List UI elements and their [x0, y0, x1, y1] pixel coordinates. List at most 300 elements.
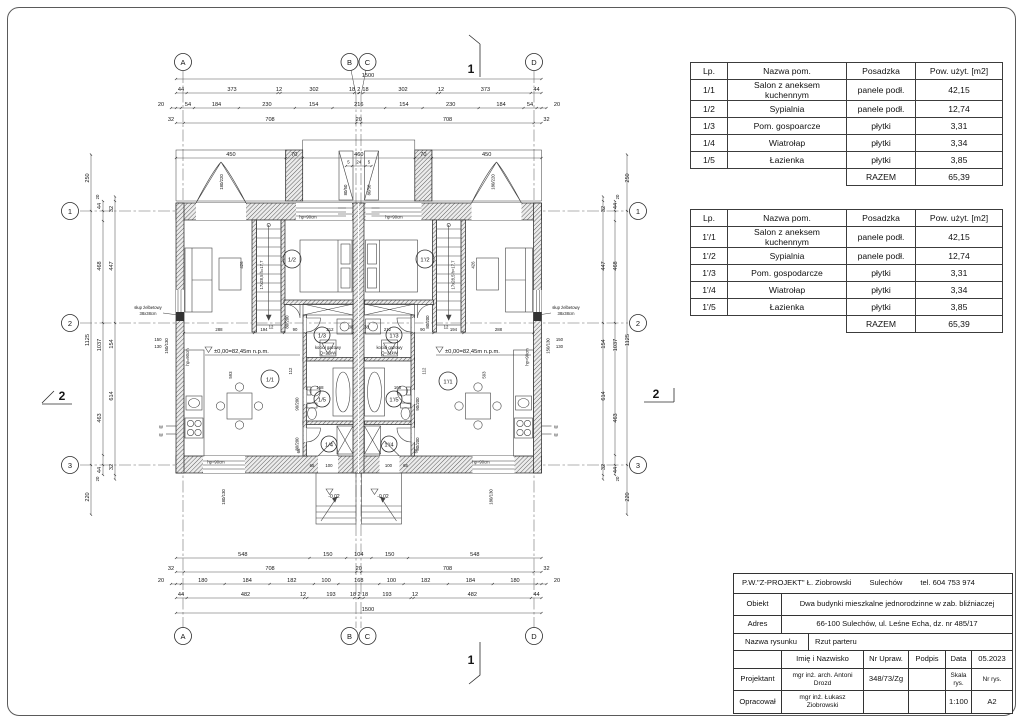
svg-text:130: 130: [555, 344, 564, 349]
col-data: Data: [946, 651, 972, 668]
col-podpis: Podpis: [909, 651, 946, 668]
dimension-value: 54: [526, 102, 534, 108]
dimension-value: 193: [326, 592, 336, 598]
dimension-value: 468: [97, 261, 103, 271]
dimension-value: 44: [613, 202, 619, 210]
svg-text:A: A: [180, 631, 186, 641]
dimension-value: 154: [309, 102, 319, 108]
terrace-doors: [196, 159, 522, 203]
table-header-cell: Lp.: [691, 210, 728, 227]
dimension-value: 70: [291, 152, 298, 158]
section-2-right: 2: [652, 387, 660, 401]
dimension-value: 18: [362, 87, 369, 93]
dimension-value: 216: [354, 102, 364, 108]
dimension-value: 468: [613, 261, 619, 271]
table-header-cell: Pow. użyt. [m2]: [916, 63, 1003, 80]
dimension-value: 708: [442, 566, 453, 572]
projektant-name: mgr inż. arch. Antoni Drozd: [782, 669, 864, 690]
table-row-cell: 12,74: [916, 101, 1003, 118]
company-tel: tel. 604 753 974: [920, 578, 975, 588]
dimension-value: 184: [211, 102, 222, 108]
dimension-value: 20: [95, 476, 100, 482]
table-row-cell: płytki: [847, 282, 916, 299]
svg-text:2: 2: [67, 318, 73, 328]
dimension-value: 12: [299, 592, 307, 598]
dimension-value: 20: [553, 102, 561, 108]
svg-text:80/200: 80/200: [425, 315, 430, 329]
dimension-value: 44: [613, 466, 619, 474]
table-row-cell: 42,15: [916, 227, 1003, 248]
dimension-value: 450: [226, 152, 236, 158]
svg-text:112: 112: [421, 367, 427, 375]
dim-chain: [95, 194, 100, 481]
svg-text:2: 2: [635, 318, 641, 328]
dimension-value: 32: [167, 566, 175, 572]
dimension-value: 154: [109, 339, 115, 349]
dimension-value: 100: [386, 578, 397, 584]
dimension-value: 2: [357, 592, 361, 598]
svg-text:150: 150: [154, 337, 162, 342]
table-row-cell: Salon z aneksem kuchennym: [728, 80, 847, 101]
dimension-value: 614: [109, 391, 115, 401]
svg-text:168: 168: [393, 385, 402, 390]
svg-text:17x28,5 h=17,7: 17x28,5 h=17,7: [450, 260, 456, 290]
dimension-value: 44: [177, 87, 185, 93]
table-row-cell: 1'/4: [691, 282, 728, 299]
dim-chain: [178, 87, 540, 93]
table-row-cell: 3,34: [916, 282, 1003, 299]
opracowal-name: mgr inż. Łukasz Ziobrowski: [782, 691, 864, 713]
dimension-value: 250: [625, 173, 631, 183]
dimension-value: 20: [355, 117, 362, 123]
dimension-value: 54: [184, 102, 192, 108]
svg-text:-0,02: -0,02: [377, 494, 389, 500]
table-row-cell: 1'/3: [691, 265, 728, 282]
dimension-value: 548: [238, 552, 248, 558]
table-total-cell: [728, 316, 847, 333]
dimension-value: 463: [97, 413, 103, 423]
table-row-cell: panele podł.: [847, 227, 916, 248]
table-row-cell: Sypialnia: [728, 248, 847, 265]
svg-text:3: 3: [635, 460, 641, 470]
svg-text:1: 1: [67, 206, 73, 216]
dimension-value: 182: [421, 578, 431, 584]
dim-chain: [238, 552, 479, 558]
dimension-value: 20: [615, 194, 620, 200]
dimension-value: 32: [167, 117, 175, 123]
dimension-value: 18: [361, 592, 369, 598]
dimension-value: 5: [367, 159, 371, 165]
dim-chain: [601, 206, 607, 470]
svg-text:hp=90cm: hp=90cm: [524, 348, 530, 366]
table-row-cell: płytki: [847, 265, 916, 282]
table-row-cell: 3,85: [916, 152, 1003, 169]
dimension-value: 12: [437, 87, 445, 93]
dimension-value: 482: [240, 592, 251, 598]
table-row-cell: 3,85: [916, 299, 1003, 316]
table-row-cell: panele podł.: [847, 80, 916, 101]
room-label: 1/2: [287, 257, 297, 264]
dimension-value: 44: [533, 592, 540, 598]
svg-text:130: 130: [154, 344, 162, 349]
svg-text:80/200: 80/200: [415, 437, 420, 451]
drawing-name-label: Nazwa rysunku: [734, 634, 809, 650]
company-name: P.W."Z-PROJEKT" Ł. Ziobrowski: [742, 578, 852, 588]
dim-chain: [97, 203, 103, 473]
col-upraw: Nr Upraw.: [864, 651, 909, 668]
svg-text:90/200: 90/200: [294, 397, 300, 411]
dimension-value: 463: [613, 413, 619, 423]
data-value: 05.2023: [978, 654, 1006, 664]
roof-outline: [176, 140, 542, 201]
dimension-value: 24: [356, 159, 362, 165]
room-table-unit-2: [690, 209, 1003, 333]
svg-text:hp=90cm: hp=90cm: [185, 348, 190, 366]
projektant-upraw: 348/73/Zg: [864, 669, 909, 690]
dim-chain: [615, 194, 620, 481]
adres-value: 66-100 Sulechów, ul. Leśne Echa, dz. nr 485/17: [816, 619, 978, 629]
svg-text:112: 112: [288, 367, 293, 375]
company-city: Sulechów: [869, 578, 903, 588]
dimension-value: 12: [268, 324, 274, 330]
dimension-value: 20: [157, 102, 165, 108]
dimension-value: 44: [97, 466, 103, 474]
dimension-value: 12: [443, 324, 449, 330]
dim-chain: [109, 206, 115, 470]
dimension-value: 548: [470, 552, 480, 558]
table-row-cell: Łazienka: [728, 299, 847, 316]
svg-text:150/130: 150/130: [545, 338, 551, 354]
table-total-cell: RAZEM: [847, 169, 916, 186]
dimension-value: 450: [482, 152, 492, 158]
dimension-value: 708: [265, 566, 275, 572]
level-mark: ±0,00=82,45m n.p.m.: [445, 349, 500, 355]
table-row-cell: płytki: [847, 152, 916, 169]
dimension-value: 230: [262, 102, 272, 108]
dim-chain: [158, 578, 560, 584]
dimension-value: 1037: [97, 338, 103, 352]
room-label: 1/5: [317, 397, 327, 404]
dimension-value: 150: [385, 552, 395, 558]
table-header-cell: Pow. użyt. [m2]: [916, 210, 1003, 227]
svg-text:80/50: 80/50: [366, 184, 372, 196]
svg-text:D: D: [531, 631, 537, 641]
opracowal-upraw-empty: [864, 691, 909, 713]
svg-text:hp=90cm: hp=90cm: [385, 214, 403, 220]
dim-chain: [85, 173, 91, 501]
dimension-value: 182: [287, 578, 297, 584]
svg-text:426: 426: [470, 261, 476, 269]
svg-text:593: 593: [481, 371, 487, 379]
dimension-value: 180: [198, 578, 208, 584]
svg-text:150/130: 150/130: [164, 338, 169, 354]
table-header-cell: Nazwa pom.: [728, 63, 847, 80]
dimension-value: 447: [109, 261, 115, 271]
svg-text:17x28,5 h=17,7: 17x28,5 h=17,7: [259, 260, 264, 290]
room-label: 1/4: [324, 442, 334, 449]
table-row-cell: Wiatrołap: [728, 135, 847, 152]
dimension-value: 12: [275, 87, 283, 93]
svg-text:A: A: [180, 57, 186, 67]
projektant-label: Projektant: [734, 669, 782, 690]
dim-chain: [158, 102, 560, 108]
dimension-value: 32: [109, 205, 115, 213]
level-mark: ±0,00=82,45m n.p.m.: [214, 349, 269, 355]
table-total-cell: [691, 169, 728, 186]
table-header-cell: Posadzka: [847, 63, 916, 80]
svg-text:C: C: [364, 57, 371, 67]
dimension-value: 250: [85, 173, 91, 183]
dimension-value: 20: [157, 578, 165, 584]
svg-text:180/220: 180/220: [219, 174, 224, 190]
table-row-cell: 1'/5: [691, 299, 728, 316]
vent-label: W: [554, 424, 558, 430]
svg-text:hp=90cm: hp=90cm: [472, 459, 490, 465]
svg-text:426: 426: [239, 261, 244, 269]
dimension-value: 168: [354, 578, 364, 584]
dimension-value: 193: [382, 592, 392, 598]
svg-text:Q=21kW: Q=21kW: [381, 350, 398, 356]
dimension-value: 90: [420, 327, 425, 332]
dimension-value: 20: [95, 194, 100, 200]
exterior-walls: [176, 159, 542, 473]
podpis-empty-2: [909, 691, 946, 713]
room-label: 1/1: [265, 377, 275, 384]
svg-text:Q=21kW: Q=21kW: [319, 350, 337, 356]
svg-text:168: 168: [316, 385, 324, 390]
dimension-value: 20: [355, 566, 362, 572]
table-total-cell: RAZEM: [847, 316, 916, 333]
svg-text:słup żelbetowy: słup żelbetowy: [552, 305, 580, 310]
dimension-value: 44: [533, 87, 540, 93]
dimension-value: 38: [348, 324, 354, 330]
svg-text:66: 66: [296, 448, 301, 454]
svg-text:38x38cm: 38x38cm: [557, 311, 575, 316]
svg-text:180/130: 180/130: [488, 489, 494, 505]
opracowal-label: Opracował: [734, 691, 782, 713]
dimension-value: 12: [411, 592, 419, 598]
dimension-value: 18: [348, 87, 356, 93]
dimension-value: 373: [480, 87, 491, 93]
adres-label: Adres: [734, 616, 782, 633]
dimension-value: 32: [601, 463, 607, 471]
svg-text:180/220: 180/220: [490, 174, 496, 190]
table-header-cell: Lp.: [691, 63, 728, 80]
svg-text:C: C: [364, 631, 371, 641]
svg-text:100: 100: [384, 463, 393, 468]
dimension-value: 32: [543, 117, 550, 123]
dimension-value: 184: [465, 578, 476, 584]
svg-text:kocioł gazowy: kocioł gazowy: [314, 345, 342, 350]
dimension-value: 288: [215, 327, 223, 332]
svg-text:65: 65: [309, 463, 315, 468]
room-label: 1'/5: [389, 397, 399, 404]
dimension-value: 70: [420, 152, 427, 158]
dim-chain: [226, 152, 491, 158]
svg-text:38x38cm: 38x38cm: [139, 311, 157, 316]
dimension-value: 194: [449, 327, 458, 332]
table-row-cell: 1/2: [691, 101, 728, 118]
svg-text:B: B: [346, 631, 353, 641]
table-row-cell: panele podł.: [847, 101, 916, 118]
table-row-cell: Sypialnia: [728, 101, 847, 118]
table-row-cell: 3,31: [916, 265, 1003, 282]
svg-text:słup żelbetowy: słup żelbetowy: [134, 305, 162, 310]
dimension-value: 20: [615, 476, 620, 482]
dimension-value: 288: [494, 327, 503, 332]
table-row-cell: 1/3: [691, 118, 728, 135]
dimension-value: 220: [85, 492, 91, 502]
room-label: 1'/3: [389, 333, 399, 340]
title-block: [733, 573, 1013, 714]
svg-text:B: B: [346, 57, 353, 67]
table-row-cell: Łazienka: [728, 152, 847, 169]
svg-text:80/50: 80/50: [343, 184, 348, 196]
section-1-top: 1: [467, 62, 475, 76]
dimension-value: 194: [260, 327, 268, 332]
skala-value: 1:100: [946, 691, 972, 713]
table-header-cell: Nazwa pom.: [728, 210, 847, 227]
drawing-name-value: Rzut parteru: [815, 636, 857, 646]
svg-text:593: 593: [228, 371, 233, 379]
dimension-value: 32: [543, 566, 550, 572]
podpis-empty: [909, 669, 946, 690]
dim-chain: [178, 592, 540, 598]
nr-value: A2: [987, 696, 997, 706]
table-row-cell: panele podł.: [847, 248, 916, 265]
obiekt-label: Obiekt: [734, 594, 782, 615]
svg-text:3: 3: [67, 460, 73, 470]
svg-text:kocioł gazowy: kocioł gazowy: [376, 345, 403, 350]
dimension-value: 44: [177, 592, 185, 598]
table-row-cell: 1/5: [691, 152, 728, 169]
dim-chain: [347, 160, 371, 165]
table-row-cell: 1'/2: [691, 248, 728, 265]
dimension-value: 447: [601, 261, 607, 271]
table-row-cell: 12,74: [916, 248, 1003, 265]
dimension-value: 20: [553, 578, 561, 584]
vent-label: W: [159, 424, 163, 430]
table-row-cell: Salon z aneksem kuchennym: [728, 227, 847, 248]
table-row-cell: Pom. gospoarcze: [728, 118, 847, 135]
dimension-value: 18: [349, 592, 357, 598]
table-row-cell: 3,31: [916, 118, 1003, 135]
table-total-cell: 65,39: [916, 169, 1003, 186]
dimension-value: 220: [625, 492, 631, 502]
dim-chain: [625, 173, 631, 501]
dimension-value: 90: [292, 327, 298, 332]
dimension-value: 1125: [85, 333, 91, 347]
room-label: 1/3: [317, 333, 327, 340]
vent-label: W: [554, 432, 558, 438]
svg-text:hp=90cm: hp=90cm: [299, 214, 317, 220]
dimension-value: 154: [601, 339, 607, 349]
dim-chain: [168, 566, 550, 572]
dimension-value: 184: [496, 102, 506, 108]
vent-label: W: [159, 432, 163, 438]
dimension-value: 482: [467, 592, 477, 598]
dimension-value: 38: [364, 324, 369, 330]
dimension-value: 100: [321, 578, 331, 584]
table-row-cell: 1/4: [691, 135, 728, 152]
dimension-value: 1125: [625, 333, 631, 347]
svg-text:80/200: 80/200: [294, 437, 300, 451]
svg-text:D: D: [531, 57, 537, 67]
table-total-cell: 65,39: [916, 316, 1003, 333]
dimension-value: 184: [242, 578, 252, 584]
svg-text:100: 100: [325, 463, 333, 468]
nr-label: Nr rys.: [982, 675, 1002, 683]
col-name: Imię i Nazwisko: [782, 651, 864, 668]
svg-text:65: 65: [403, 463, 408, 468]
svg-text:hp=90cm: hp=90cm: [207, 459, 225, 465]
dimension-value: 154: [399, 102, 409, 108]
svg-text:66: 66: [413, 448, 419, 454]
dimension-value: 5: [347, 159, 350, 165]
table-row-cell: 3,34: [916, 135, 1003, 152]
table-row-cell: Wiatrołap: [728, 282, 847, 299]
section-1-bottom: 1: [467, 653, 475, 667]
table-row-cell: płytki: [847, 135, 916, 152]
obiekt-value: Dwa budynki mieszkalne jednorodzinne w zab. bliźniaczej: [799, 599, 995, 609]
svg-text:180/130: 180/130: [221, 489, 226, 505]
dimension-value: 614: [601, 391, 607, 401]
dim-chain: [613, 203, 619, 473]
dimension-value: 150: [323, 552, 333, 558]
dim-chain: [168, 117, 550, 123]
room-label: 1'/1: [443, 379, 453, 386]
dim-total-top: 1500: [361, 73, 375, 79]
table-total-cell: [728, 169, 847, 186]
dimension-value: 302: [398, 87, 408, 93]
dimension-value: 460: [354, 152, 364, 158]
dimension-value: 212: [383, 327, 392, 332]
room-label: 1'/2: [420, 257, 430, 264]
table-row-cell: Pom. gospodarcze: [728, 265, 847, 282]
skala-label: Skala rys.: [946, 669, 972, 690]
table-row-cell: 1/1: [691, 80, 728, 101]
table-row-cell: płytki: [847, 299, 916, 316]
dimension-value: 708: [442, 117, 453, 123]
dimension-value: 32: [109, 463, 115, 471]
dim-total-bottom: 1500: [361, 607, 375, 613]
svg-text:-0,02: -0,02: [328, 494, 340, 500]
dimension-value: 2: [357, 87, 361, 93]
dimension-value: 1037: [613, 338, 619, 352]
svg-text:150: 150: [555, 337, 564, 342]
dimension-value: 230: [446, 102, 456, 108]
dimension-value: 212: [326, 327, 334, 332]
dimension-value: 104: [354, 552, 364, 558]
svg-text:1: 1: [635, 206, 641, 216]
dimension-value: 708: [265, 117, 275, 123]
table-row-cell: 42,15: [916, 80, 1003, 101]
dimension-value: 32: [601, 205, 607, 213]
table-total-cell: [691, 316, 728, 333]
section-2-left: 2: [58, 389, 66, 403]
room-table-unit-1: [690, 62, 1003, 186]
dimension-value: 302: [309, 87, 319, 93]
table-row-cell: 1'/1: [691, 227, 728, 248]
dimension-value: 180: [510, 578, 520, 584]
room-label: 1'/4: [384, 442, 394, 449]
dimension-value: 373: [227, 87, 237, 93]
table-row-cell: płytki: [847, 118, 916, 135]
dimension-value: 44: [97, 202, 103, 210]
svg-text:90/200: 90/200: [415, 397, 420, 411]
svg-text:80/200: 80/200: [284, 315, 290, 329]
table-header-cell: Posadzka: [847, 210, 916, 227]
